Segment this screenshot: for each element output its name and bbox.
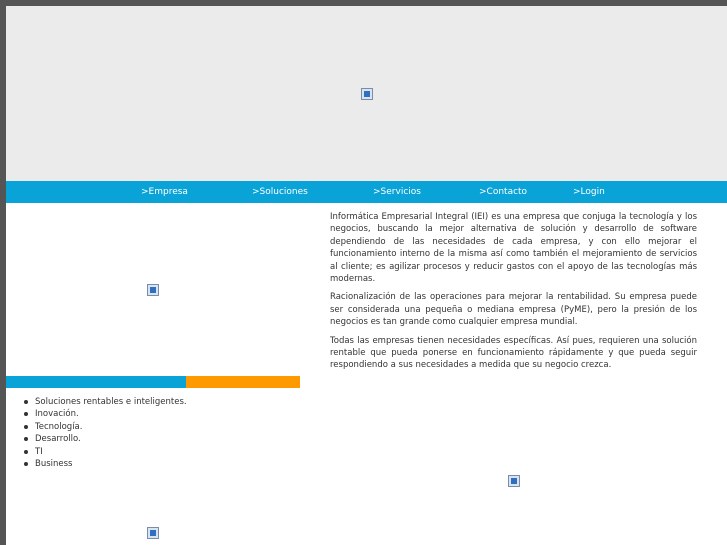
broken-image-icon xyxy=(147,284,159,296)
intro-text xyxy=(330,211,697,378)
list-item: Soluciones rentables e inteligentes. xyxy=(35,397,187,407)
nav-link-empresa[interactable]: >Empresa xyxy=(141,187,188,197)
list-item: Tecnología. xyxy=(35,421,187,433)
header-banner xyxy=(6,6,727,181)
list-item: Business xyxy=(35,458,187,470)
list-item: TI xyxy=(35,446,187,458)
broken-image-icon xyxy=(361,88,373,100)
main-navbar xyxy=(6,181,727,203)
broken-image-icon xyxy=(147,527,159,539)
intro-paragraph: Informática Empresarial Integral (IEI) es una empresa que conjuga la tecnología y los negocios, buscando la mejor alternativa de solución y desarrollo de software dependiendo de las necesidades de cada empresa, y con ello mejorar el funcionamiento interno de la misma así como también el mejoramiento de servicios al cliente; es agilizar procesos y reducir gastos con el apoyo de las tecnologías más modernas. xyxy=(330,212,697,285)
nav-link-contacto[interactable]: >Contacto xyxy=(479,187,528,197)
features-list xyxy=(35,396,187,470)
section-bar-blue xyxy=(6,376,186,388)
list-item: Inovación. xyxy=(35,408,187,420)
section-bar-orange xyxy=(186,376,300,388)
nav-link-login[interactable]: >Login xyxy=(573,187,605,197)
broken-image-icon xyxy=(508,475,520,487)
nav-link-servicios[interactable]: >Servicios xyxy=(373,187,421,197)
list-item: Desarrollo. xyxy=(35,433,187,445)
nav-link-soluciones[interactable]: >Soluciones xyxy=(252,187,308,197)
intro-paragraph: Todas las empresas tienen necesidades específicas. Así pues, requieren una solución rentable que pueda ponerse en funcionamiento rápidamente y que pueda seguir respondiendo a sus necesidades a medida que su negocio crezca. xyxy=(330,335,697,371)
intro-paragraph: Racionalización de las operaciones para mejorar la rentabilidad. Su empresa puede ser considerada una pequeña o mediana empresa (PyME), pero la presión de los negocios es tan grande como cualquier empresa mundial. xyxy=(330,292,697,328)
